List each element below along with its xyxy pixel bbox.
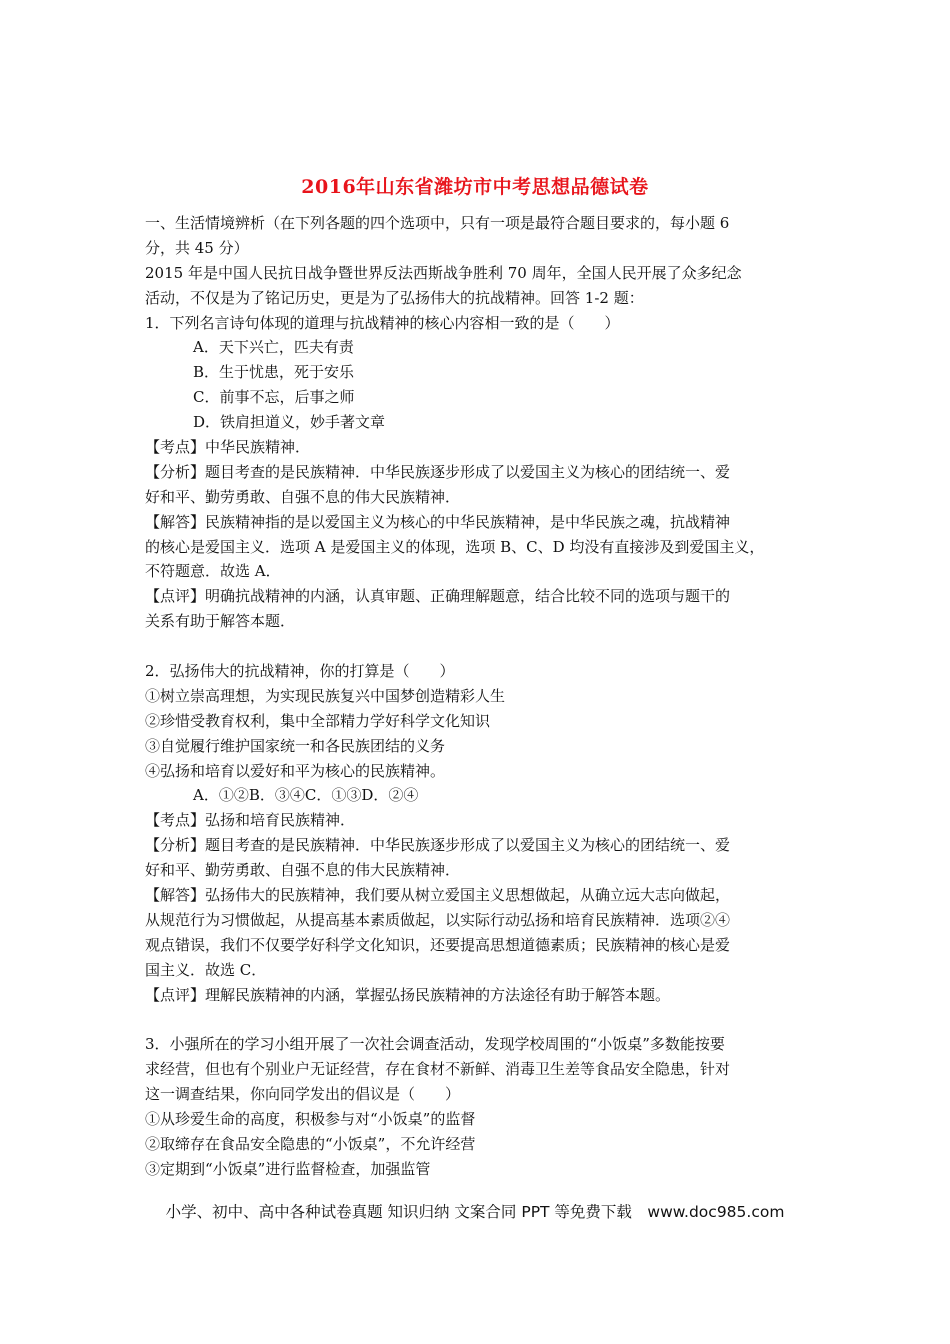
- text-line: 好和平、勤劳勇敢、自强不息的伟大民族精神．: [145, 487, 461, 506]
- text-line: ②珍惜受教育权利，集中全部精力学好科学文化知识: [145, 711, 491, 730]
- text-line: 这一调查结果，你向同学发出的倡议是（ ）: [145, 1085, 461, 1104]
- text-line: 求经营，但也有个别业户无证经营，存在食材不新鲜、消毒卫生差等食品安全隐患，针对: [145, 1060, 731, 1079]
- text-line: ④弘扬和培育以爱好和平为核心的民族精神。: [145, 761, 446, 780]
- blank-line: [145, 634, 813, 659]
- text-line: D．铁肩担道义，妙手著文章: [193, 413, 386, 432]
- text-line: 【分析】题目考查的是民族精神．中华民族逐步形成了以爱国主义为核心的团结统一、爱: [145, 462, 731, 481]
- text-line: 不符题意．故选 A．: [145, 562, 281, 581]
- text-line: ②取缔存在食品安全隐患的“小饭桌”，不允许经营: [145, 1134, 476, 1153]
- document-body: [145, 211, 813, 1182]
- text-line: 【考点】弘扬和培育民族精神．: [145, 811, 356, 830]
- text-line: ③自觉履行维护国家统一和各民族团结的义务: [145, 736, 446, 755]
- text-line: ①从珍爱生命的高度，积极参与对“小饭桌”的监督: [145, 1110, 476, 1129]
- blank-line: [145, 1008, 813, 1033]
- text-line: C．前事不忘，后事之师: [193, 388, 355, 407]
- text-line: 分，共 45 分）: [145, 238, 249, 257]
- text-line: 关系有助于解答本题．: [145, 612, 296, 631]
- text-line: ①树立崇高理想，为实现民族复兴中国梦创造精彩人生: [145, 686, 506, 705]
- document-title: 2016年山东省潍坊市中考思想品德试卷: [301, 176, 649, 198]
- footer-text: 小学、初中、高中各种试卷真题 知识归纳 文案合同 PPT 等免费下载 www.doc985.com: [165, 1203, 785, 1221]
- text-line: 【点评】理解民族精神的内涵，掌握弘扬民族精神的方法途径有助于解答本题。: [145, 985, 671, 1004]
- text-line: 活动，不仅是为了铭记历史，更是为了弘扬伟大的抗战精神。回答 1-2 题：: [145, 288, 644, 307]
- text-line: 国主义．故选 C．: [145, 960, 267, 979]
- text-line: ③定期到“小饭桌”进行监督检查，加强监管: [145, 1159, 431, 1178]
- text-line: B．生于忧患，死于安乐: [193, 363, 355, 382]
- text-line: 的核心是爱国主义．选项 A 是爱国主义的体现，选项 B、C、D 均没有直接涉及到爱国主义，: [145, 537, 765, 556]
- text-line: 1．下列名言诗句体现的道理与抗战精神的核心内容相一致的是（ ）: [145, 313, 620, 332]
- text-line: 一、生活情境辨析（在下列各题的四个选项中，只有一项是最符合题目要求的，每小题 6: [145, 214, 730, 232]
- text-line: A．①②B．③④C．①③D．②④: [193, 786, 419, 805]
- text-line: 从规范行为习惯做起，从提高基本素质做起，以实际行动弘扬和培育民族精神．选项②④: [145, 910, 731, 929]
- text-line: 2．弘扬伟大的抗战精神，你的打算是（ ）: [145, 662, 455, 681]
- text-line: 观点错误，我们不仅要学好科学文化知识，还要提高思想道德素质；民族精神的核心是爱: [145, 935, 731, 954]
- text-line: 【考点】中华民族精神．: [145, 438, 311, 457]
- text-line: 【解答】民族精神指的是以爱国主义为核心的中华民族精神，是中华民族之魂，抗战精神: [145, 512, 731, 531]
- text-line: A．天下兴亡，匹夫有责: [193, 338, 354, 357]
- text-line: 3．小强所在的学习小组开展了一次社会调查活动，发现学校周围的“小饭桌”多数能按要: [145, 1035, 725, 1054]
- text-line: 【解答】弘扬伟大的民族精神，我们要从树立爱国主义思想做起，从确立远大志向做起，: [145, 886, 731, 905]
- text-line: 【分析】题目考查的是民族精神．中华民族逐步形成了以爱国主义为核心的团结统一、爱: [145, 836, 731, 855]
- text-line: 2015 年是中国人民抗日战争暨世界反法西斯战争胜利 70 周年，全国人民开展了众多纪念: [145, 263, 742, 282]
- text-line: 【点评】明确抗战精神的内涵，认真审题、正确理解题意，结合比较不同的选项与题干的: [145, 587, 731, 606]
- text-line: 好和平、勤劳勇敢、自强不息的伟大民族精神．: [145, 861, 461, 880]
